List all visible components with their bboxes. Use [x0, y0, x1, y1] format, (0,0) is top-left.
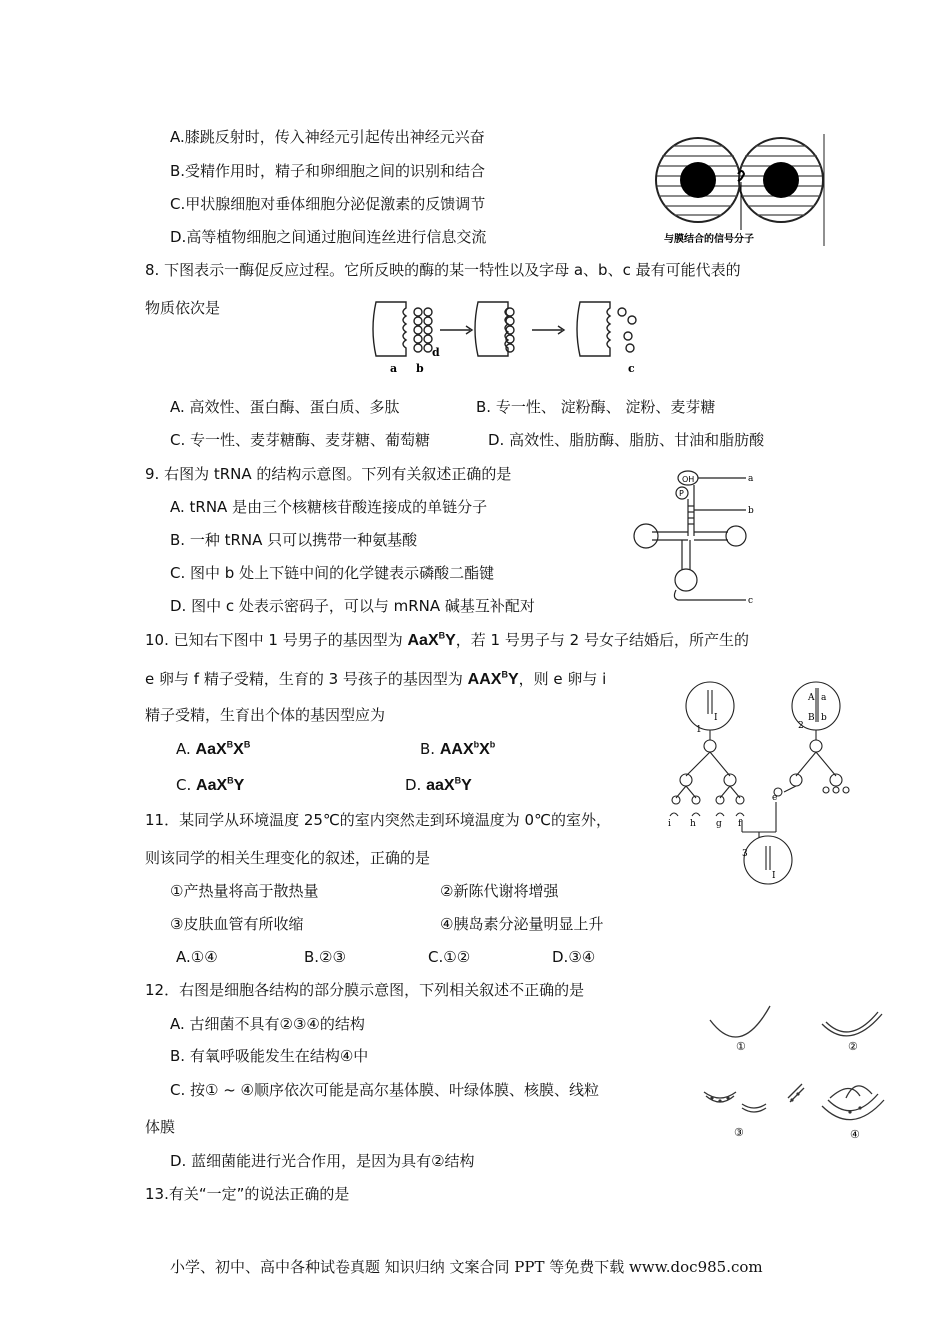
- q10-geno1-base: AaX: [407, 632, 439, 649]
- q8-stem-line1: 8. 下图表示一酶促反应过程。它所反映的酶的某一特性以及字母 a、b、c 最有可能代表的: [145, 261, 741, 279]
- q8-option-a: A. 高效性、蛋白酶、蛋白质、多肽: [170, 398, 400, 416]
- q9-option-a: A. tRNA 是由三个核糖核苷酸连接成的单链分子: [170, 498, 488, 516]
- q10-stem1-post: ，若 1 号男子与 2 号女子结婚后，所产生的: [455, 631, 749, 649]
- figure-label-1: 1: [696, 725, 702, 735]
- q10-geno2-sup: B: [501, 669, 508, 680]
- figure-label-f: f: [738, 819, 742, 829]
- q8-option-c: C. 专一性、麦芽糖酶、麦芽糖、葡萄糖: [170, 431, 431, 449]
- q10-option-c: [176, 775, 244, 796]
- q12-option-c-line1: C. 按① ~ ④顺序依次可能是高尔基体膜、叶绿体膜、核膜、线粒: [170, 1081, 600, 1099]
- q10-option-d: [405, 775, 472, 796]
- membrane-label-2: ②: [848, 1040, 858, 1053]
- trna-label-c: c: [748, 596, 754, 606]
- q10-genotype-child3: [468, 671, 519, 688]
- q9-stem: 9. 右图为 tRNA 的结构示意图。下列有关叙述正确的是: [145, 465, 512, 483]
- q10-stem2-post: ，则 e 卵与 i: [518, 670, 607, 688]
- q10-opt-a-label: A.: [176, 740, 196, 758]
- membrane-label-4: ④: [850, 1128, 860, 1141]
- figure-allele-B: B: [808, 713, 815, 723]
- q10-option-a: [176, 739, 250, 760]
- enzyme-label-d: d: [432, 346, 440, 359]
- q11-stem-line1: 11．某同学从环境温度 25℃的室内突然走到环境温度为 0℃的室外，: [145, 811, 611, 829]
- cell-figure-caption: 与膜结合的信号分子: [664, 234, 754, 245]
- q10-opt-d-sup: B: [454, 775, 462, 786]
- q10-stem1-pre: 10. 已知右下图中 1 号男子的基因型为: [145, 631, 408, 649]
- q9-option-d: D. 图中 c 处表示密码子，可以与 mRNA 碱基互补配对: [170, 597, 535, 615]
- enzyme-reaction-figure: [366, 298, 646, 378]
- q11-item-4: ④胰岛素分泌量明显上升: [440, 915, 604, 933]
- q12-option-d: D. 蓝细菌能进行光合作用，是因为具有②结构: [170, 1152, 475, 1170]
- figure-allele-b: b: [821, 713, 827, 723]
- q10-opt-a-sup2: B: [243, 739, 251, 750]
- q7-option-d: D.高等植物细胞之间通过胞间连丝进行信息交流: [170, 228, 487, 246]
- q10-opt-b-geno: AAX: [439, 741, 474, 758]
- gamete-formation-figure: [666, 680, 852, 886]
- enzyme-label-a: a: [390, 362, 398, 375]
- q10-geno1-y: Y: [445, 632, 456, 649]
- trna-p-label: P: [679, 489, 684, 498]
- q10-stem-line2: [145, 669, 606, 690]
- q10-stem-line1: [145, 630, 749, 651]
- q11-option-b: B.②③: [304, 948, 346, 966]
- q7-option-b: B.受精作用时，精子和卵细胞之间的识别和结合: [170, 162, 486, 180]
- q10-opt-b-mid: X: [479, 741, 490, 758]
- q11-item-1: ①产热量将高于散热量: [170, 882, 319, 900]
- q10-stem2-pre: e 卵与 f 精子受精，生育的 3 号孩子的基因型为: [145, 670, 468, 688]
- q12-option-c-line2: 体膜: [145, 1118, 176, 1136]
- q10-opt-c-geno: AaX: [196, 777, 228, 794]
- q8-option-d: D. 高效性、脂肪酶、脂肪、甘油和脂肪酸: [488, 431, 765, 449]
- q10-opt-b-label: B.: [420, 740, 440, 758]
- membrane-label-3: ③: [734, 1126, 744, 1139]
- q10-genotype-male1: [407, 632, 455, 649]
- q10-geno2-base: AAX: [467, 671, 502, 688]
- q10-stem-line3: 精子受精，生育出个体的基因型应为: [145, 706, 386, 724]
- q11-item-3: ③皮肤血管有所收缩: [170, 915, 304, 933]
- cell-signaling-figure: [654, 134, 826, 246]
- q10-opt-a-mid: X: [233, 741, 244, 758]
- q10-opt-d-geno: aaX: [426, 777, 455, 794]
- cell-left: [656, 138, 740, 222]
- figure-chrom-I-1: I: [714, 713, 718, 723]
- q13-stem: 13.有关“一定”的说法正确的是: [145, 1185, 350, 1203]
- q9-option-c: C. 图中 b 处上下链中间的化学键表示磷酸二酯键: [170, 564, 495, 582]
- q7-option-c: C.甲状腺细胞对垂体细胞分泌促激素的反馈调节: [170, 195, 486, 213]
- q12-option-a: A. 古细菌不具有②③④的结构: [170, 1015, 365, 1033]
- figure-label-e: e: [772, 793, 778, 803]
- figure-label-g: g: [716, 819, 722, 829]
- trna-label-a: a: [748, 474, 754, 484]
- trna-figure: [632, 466, 760, 606]
- q10-opt-b-sup2: b: [489, 739, 496, 750]
- membrane-label-1: ①: [736, 1040, 746, 1053]
- trna-oh-label: OH: [682, 475, 695, 484]
- figure-label-2: 2: [798, 721, 804, 731]
- membrane-structures-figure: [700, 1000, 886, 1150]
- q7-option-a: A.膝跳反射时，传入神经元引起传出神经元兴奋: [170, 128, 485, 146]
- q11-item-2: ②新陈代谢将增强: [440, 882, 559, 900]
- q10-geno1-sup: B: [438, 630, 446, 641]
- figure-label-h: h: [690, 819, 696, 829]
- q10-opt-a-sup1: B: [226, 739, 234, 750]
- q12-stem: 12．右图是细胞各结构的部分膜示意图，下列相关叙述不正确的是: [145, 981, 585, 999]
- q10-opt-b-sup1: b: [473, 739, 480, 750]
- q10-geno2-y: Y: [507, 671, 519, 688]
- enzyme-label-b: b: [416, 362, 424, 375]
- q10-opt-d-label: D.: [405, 776, 427, 794]
- q10-opt-c-sup: B: [227, 775, 234, 786]
- q8-option-b: B. 专一性、 淀粉酶、 淀粉、麦芽糖: [476, 398, 716, 416]
- page-footer: 小学、初中、高中各种试卷真题 知识归纳 文案合同 PPT 等免费下载 www.doc985.com: [170, 1258, 763, 1276]
- figure-label-3: 3: [742, 849, 748, 859]
- figure-chrom-I-3: I: [772, 871, 776, 881]
- figure-allele-A: A: [808, 693, 815, 703]
- q11-option-c: C.①②: [428, 948, 471, 966]
- trna-label-b: b: [748, 506, 754, 516]
- q10-option-b: [420, 739, 495, 760]
- figure-label-i: i: [668, 819, 671, 829]
- q10-opt-c-label: C.: [176, 776, 197, 794]
- q10-opt-a-geno: AaX: [195, 741, 227, 758]
- q11-option-d: D.③④: [552, 948, 596, 966]
- q10-opt-d-end: Y: [461, 777, 472, 794]
- q11-option-a: A.①④: [176, 948, 218, 966]
- cell-right: [739, 138, 823, 222]
- q10-opt-c-end: Y: [233, 777, 245, 794]
- q8-stem-line2: 物质依次是: [145, 299, 221, 317]
- figure-allele-a: a: [821, 693, 827, 703]
- q12-option-b: B. 有氧呼吸能发生在结构④中: [170, 1047, 369, 1065]
- enzyme-label-c: c: [628, 362, 635, 375]
- q9-option-b: B. 一种 tRNA 只可以携带一种氨基酸: [170, 531, 418, 549]
- q11-stem-line2: 则该同学的相关生理变化的叙述，正确的是: [145, 849, 431, 867]
